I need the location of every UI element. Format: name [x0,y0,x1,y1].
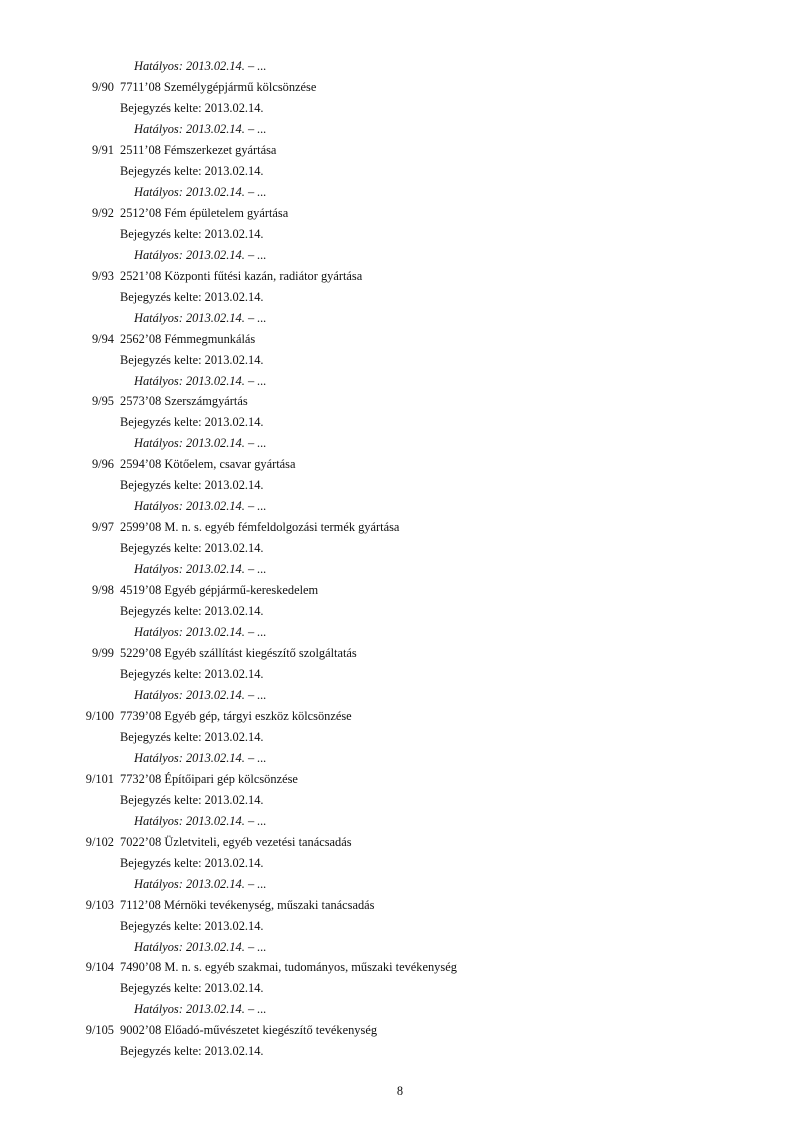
activity-title: 2512’08 Fém épületelem gyártása [120,205,289,220]
registry-entry [0,206,800,269]
effective-date-line [134,248,267,262]
registration-date: Bejegyzés kelte: 2013.02.14. [120,415,264,430]
registry-entry [0,898,800,961]
registration-date: Bejegyzés kelte: 2013.02.14. [120,918,264,933]
effective-label: Hatályos: [134,939,183,954]
entry-number: 9/102 [85,834,114,849]
entry-number: 9/95 [91,394,114,409]
registry-entry [0,646,800,709]
registry-entry-list [0,80,800,1086]
effective-label: Hatályos: [134,750,183,765]
effective-date-line [134,625,267,639]
effective-date: 2013.02.14. – ... [185,750,267,765]
effective-label: Hatályos: [134,184,183,199]
entry-number: 9/93 [91,268,114,283]
registration-date: Bejegyzés kelte: 2013.02.14. [120,792,264,807]
registration-date: Bejegyzés kelte: 2013.02.14. [120,667,264,682]
effective-date-line [134,751,267,765]
entry-number: 9/91 [91,142,114,157]
registry-entry [0,394,800,457]
effective-date-line [134,374,267,388]
activity-title: 7739’08 Egyéb gép, tárgyi eszköz kölcsönzése [120,708,352,723]
registry-entry [0,1023,800,1086]
activity-title: 2511’08 Fémszerkezet gyártása [120,142,277,157]
effective-label: Hatályos: [134,813,183,828]
effective-date: 2013.02.14. – ... [185,310,267,325]
effective-date: 2013.02.14. – ... [185,939,267,954]
entry-number: 9/94 [91,331,114,346]
registration-date: Bejegyzés kelte: 2013.02.14. [120,478,264,493]
entry-number: 9/92 [91,205,114,220]
entry-number: 9/90 [91,80,114,94]
effective-date-line [134,940,267,954]
effective-date: 2013.02.14. – ... [185,1002,267,1017]
entry-number: 9/101 [85,771,114,786]
activity-title: 2573’08 Szerszámgyártás [120,394,248,409]
entry-number: 9/100 [85,708,114,723]
effective-label: Hatályos: [134,688,183,703]
effective-date: 2013.02.14. – ... [185,562,267,577]
registration-date: Bejegyzés kelte: 2013.02.14. [120,289,264,304]
effective-label: Hatályos: [134,562,183,577]
effective-label: Hatályos: [134,625,183,640]
activity-title: 7711’08 Személygépjármű kölcsönzése [120,80,317,94]
registry-entry [0,457,800,520]
effective-label: Hatályos: [134,436,183,451]
activity-title: 4519’08 Egyéb gépjármű-kereskedelem [120,583,319,598]
effective-date: 2013.02.14. – ... [185,688,267,703]
registry-entry [0,143,800,206]
effective-label: Hatályos: [134,1002,183,1017]
effective-date: 2013.02.14. – ... [185,813,267,828]
effective-date-line [134,59,267,74]
registry-entry [0,332,800,395]
registration-date: Bejegyzés kelte: 2013.02.14. [120,729,264,744]
effective-date-line [134,814,267,828]
effective-date: 2013.02.14. – ... [185,499,267,514]
registry-entry [0,583,800,646]
effective-label: Hatályos: [134,373,183,388]
registry-entry [0,960,800,1023]
entry-number: 9/103 [85,897,114,912]
effective-date: 2013.02.14. – ... [185,184,267,199]
activity-title: 2594’08 Kötőelem, csavar gyártása [120,457,296,472]
registry-entry [0,835,800,898]
registration-date: Bejegyzés kelte: 2013.02.14. [120,163,264,178]
effective-date-line [134,499,267,513]
activity-title: 7112’08 Mérnöki tevékenység, műszaki tanácsadás [120,897,375,912]
registration-date: Bejegyzés kelte: 2013.02.14. [120,541,264,556]
registry-entry [0,269,800,332]
effective-label: Hatályos: [134,876,183,891]
effective-date-line [134,185,267,199]
registration-date: Bejegyzés kelte: 2013.02.14. [120,1044,264,1059]
effective-label: Hatályos: [134,122,183,136]
effective-label: Hatályos: [134,247,183,262]
registration-date: Bejegyzés kelte: 2013.02.14. [120,981,264,996]
registration-date: Bejegyzés kelte: 2013.02.14. [120,101,264,115]
page-number: 8 [396,1084,404,1098]
effective-date-line [134,562,267,576]
registry-entry [0,80,800,143]
effective-date: 2013.02.14. – ... [185,59,267,73]
effective-date-line [134,688,267,702]
activity-title: 2521’08 Központi fűtési kazán, radiátor gyártása [120,268,363,283]
effective-date: 2013.02.14. – ... [185,247,267,262]
entry-number: 9/96 [91,457,114,472]
activity-title: 7022’08 Üzletviteli, egyéb vezetési tanácsadás [120,834,352,849]
effective-date: 2013.02.14. – ... [185,122,267,136]
entry-number: 9/105 [85,1023,114,1038]
registration-date: Bejegyzés kelte: 2013.02.14. [120,604,264,619]
effective-date-line [134,122,267,136]
effective-date: 2013.02.14. – ... [185,876,267,891]
entry-number: 9/99 [91,646,114,661]
activity-title: 7732’08 Építőipari gép kölcsönzése [120,771,298,786]
activity-title: 9002’08 Előadó-művészetet kiegészítő tevékenység [120,1023,378,1038]
effective-date-line [134,1002,267,1016]
registration-date: Bejegyzés kelte: 2013.02.14. [120,855,264,870]
effective-date-line [134,436,267,450]
registration-date: Bejegyzés kelte: 2013.02.14. [120,352,264,367]
activity-title: 5229’08 Egyéb szállítást kiegészítő szolgáltatás [120,646,357,661]
effective-date-line [134,311,267,325]
registry-entry [0,520,800,583]
effective-label: Hatályos: [134,499,183,514]
registry-entry [0,772,800,835]
effective-date: 2013.02.14. – ... [185,436,267,451]
effective-date-line [134,877,267,891]
activity-title: 2562’08 Fémmegmunkálás [120,331,256,346]
effective-date: 2013.02.14. – ... [185,625,267,640]
entry-number: 9/97 [91,520,114,535]
effective-label: Hatályos: [134,59,183,73]
registry-entry [0,709,800,772]
activity-title: 7490’08 M. n. s. egyéb szakmai, tudományos, műszaki tevékenység [120,960,457,975]
effective-label: Hatályos: [134,310,183,325]
effective-date: 2013.02.14. – ... [185,373,267,388]
entry-number: 9/104 [85,960,114,975]
activity-title: 2599’08 M. n. s. egyéb fémfeldolgozási termék gyártása [120,520,400,535]
registration-date: Bejegyzés kelte: 2013.02.14. [120,226,264,241]
entry-number: 9/98 [91,583,114,598]
